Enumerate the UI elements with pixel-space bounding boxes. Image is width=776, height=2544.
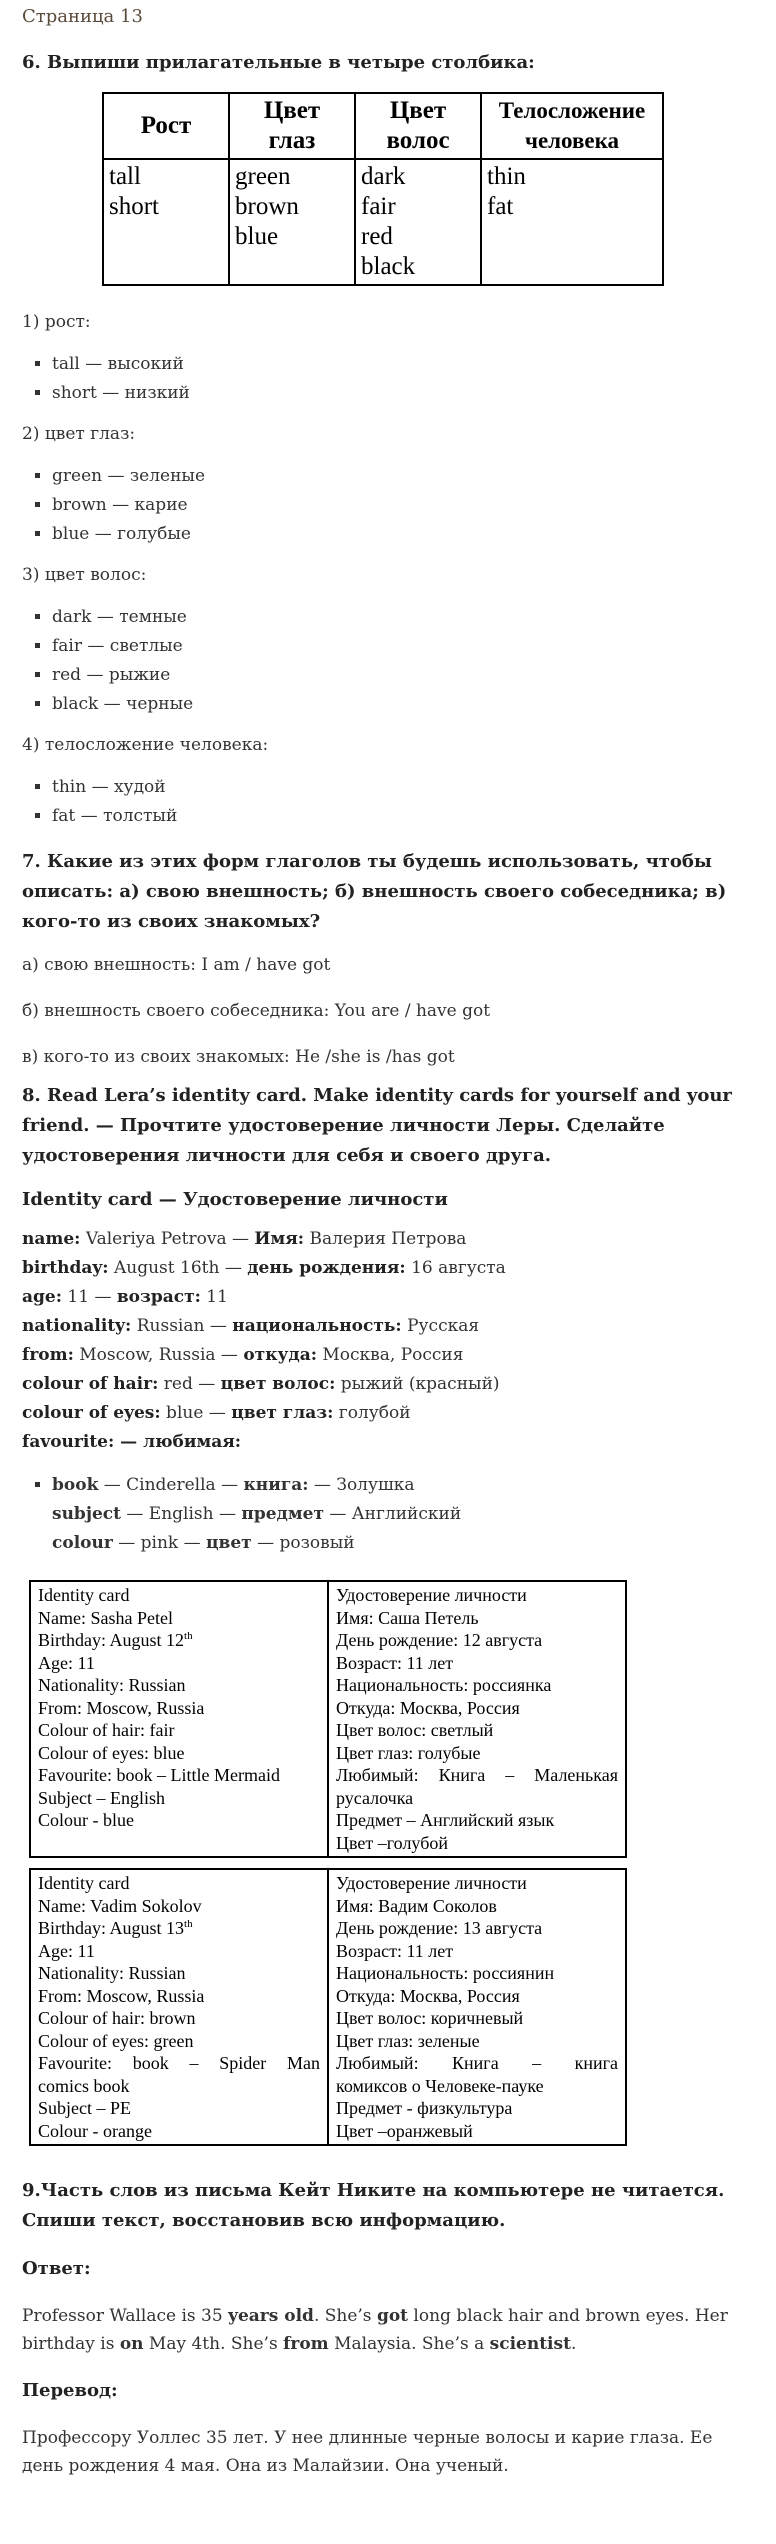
task6-title: 6. Выпиши прилагательные в четыре столбика: [22, 52, 535, 73]
header-hair-color: Цвет волос [355, 93, 481, 159]
field-name: name: Valeriya Petrova — Имя: Валерия Петрова [22, 1229, 467, 1249]
task7-answer: в) кого-то из своих знакомых: He /she is /has got [22, 1047, 455, 1067]
header-eye-color: Цвет глаз [229, 93, 355, 159]
list-item: ▪ blue — голубые [52, 520, 754, 549]
field-from: from: Moscow, Russia — откуда: Москва, Россия [22, 1345, 464, 1365]
identity-card-sasha [29, 1580, 627, 1858]
column-eye-color: green brown blue [229, 159, 355, 285]
list-item: ▪ red — рыжие [52, 661, 754, 690]
identity-card-vadim [29, 1868, 627, 2146]
column-build: thin fat [481, 159, 663, 285]
group-label: 4) телосложение человека: [22, 735, 269, 755]
identity-card-heading: Identity card — Удостоверение личности [22, 1189, 448, 1210]
favourite-book: ▪ book — Cinderella — книга: — Золушка subject — English — предмет — Английский colour — pink — цвет — розовый [52, 1471, 754, 1558]
card-russian: Удостоверение личности Имя: Вадим Соколов День рождение: 13 августа Возраст: 11 лет Национальность: россиянин Откуда: Москва, Россия Цвет волос: коричневый Цвет глаз: зеленые Любимый: Книга – книга комиксов о Человеке-пауке Предмет - физкультура Цвет –оранжевый [328, 1869, 626, 2145]
column-height: tall short [103, 159, 229, 285]
adjectives-table [102, 92, 664, 286]
task9-title: 9.Часть слов из письма Кейт Никите на компьютере не читается. Спиши текст, восстановив всю информацию. [22, 2180, 725, 2231]
task7-title: 7. Какие из этих форм глаголов ты будешь использовать, чтобы описать: а) свою внешность; б) внешность своего собеседника; в) кого-то из своих знакомых? [22, 851, 727, 932]
card-english: Identity card Name: Vadim Sokolov Birthday: August 13th Age: 11 Nationality: Russian From: Moscow, Russia Colour of hair: brown Colour of eyes: green Favourite: book – Spider Man comics book Subject – PE Colour - orange [30, 1869, 328, 2145]
list-item: ▪ green — зеленые [52, 462, 754, 491]
field-hair: colour of hair: red — цвет волос: рыжий (красный) [22, 1374, 500, 1394]
group-list [22, 603, 754, 719]
column-hair-color: dark fair red black [355, 159, 481, 285]
card-russian: Удостоверение личности Имя: Саша Петель День рождение: 12 августа Возраст: 11 лет Национальность: россиянка Откуда: Москва, Россия Цвет волос: светлый Цвет глаз: голубые Любимый: Книга – Маленькая русалочка Предмет – Английский язык Цвет –голубой [328, 1581, 626, 1857]
translation-label: Перевод: [22, 2380, 118, 2401]
favourite-list [22, 1471, 754, 1558]
task7-answer: б) внешность своего собеседника: You are / have got [22, 1001, 491, 1021]
field-age: age: 11 — возраст: 11 [22, 1287, 228, 1307]
list-item: ▪ short — низкий [52, 379, 754, 408]
group-list [22, 773, 754, 831]
favourite-colour: colour — pink — цвет — розовый [52, 1533, 355, 1553]
identity-card-fields [22, 1225, 754, 1457]
list-item: ▪ brown — карие [52, 491, 754, 520]
list-item: ▪ tall — высокий [52, 350, 754, 379]
field-eyes: colour of eyes: blue — цвет глаз: голубой [22, 1403, 411, 1423]
header-build: Телосложение человека [481, 93, 663, 159]
field-birthday: birthday: August 16th — день рождения: 16 августа [22, 1258, 506, 1278]
list-item: ▪ thin — худой [52, 773, 754, 802]
field-favourite: favourite: — любимая: [22, 1432, 242, 1452]
task8-title: 8. Read Lera’s identity card. Make identity cards for yourself and your friend. — Прочтите удостоверение личности Леры. Сделайте удостоверения личности для себя и своего друга. [22, 1085, 732, 1166]
answer-label: Ответ: [22, 2258, 91, 2279]
group-label: 1) рост: [22, 312, 91, 332]
card-english: Identity card Name: Sasha Petel Birthday: August 12th Age: 11 Nationality: Russian From: Moscow, Russia Colour of hair: fair Colour of eyes: blue Favourite: book – Little Mermaid Subject – English Colour - blue [30, 1581, 328, 1857]
page-title: Страница 13 [22, 6, 143, 27]
list-item: ▪ fat — толстый [52, 802, 754, 831]
list-item: ▪ fair — светлые [52, 632, 754, 661]
group-list [22, 462, 754, 549]
favourite-subject: subject — English — предмет — Английский [52, 1504, 462, 1524]
field-nationality: nationality: Russian — национальность: Русская [22, 1316, 480, 1336]
task7-answer: а) свою внешность: I am / have got [22, 955, 331, 975]
list-item: ▪ dark — темные [52, 603, 754, 632]
page-content [0, 6, 776, 2480]
task9-answer: Professor Wallace is 35 years old. She’s got long black hair and brown eyes. Her birthday is on May 4th. She’s from Malaysia. She’s a scientist. [22, 2306, 728, 2354]
header-height: Рост [103, 93, 229, 159]
group-label: 2) цвет глаз: [22, 424, 136, 444]
group-list [22, 350, 754, 408]
task9-translation: Профессору Уоллес 35 лет. У нее длинные черные волосы и карие глаза. Ее день рождения 4 мая. Она из Малайзии. Она ученый. [22, 2428, 713, 2476]
group-label: 3) цвет волос: [22, 565, 147, 585]
list-item: ▪ black — черные [52, 690, 754, 719]
